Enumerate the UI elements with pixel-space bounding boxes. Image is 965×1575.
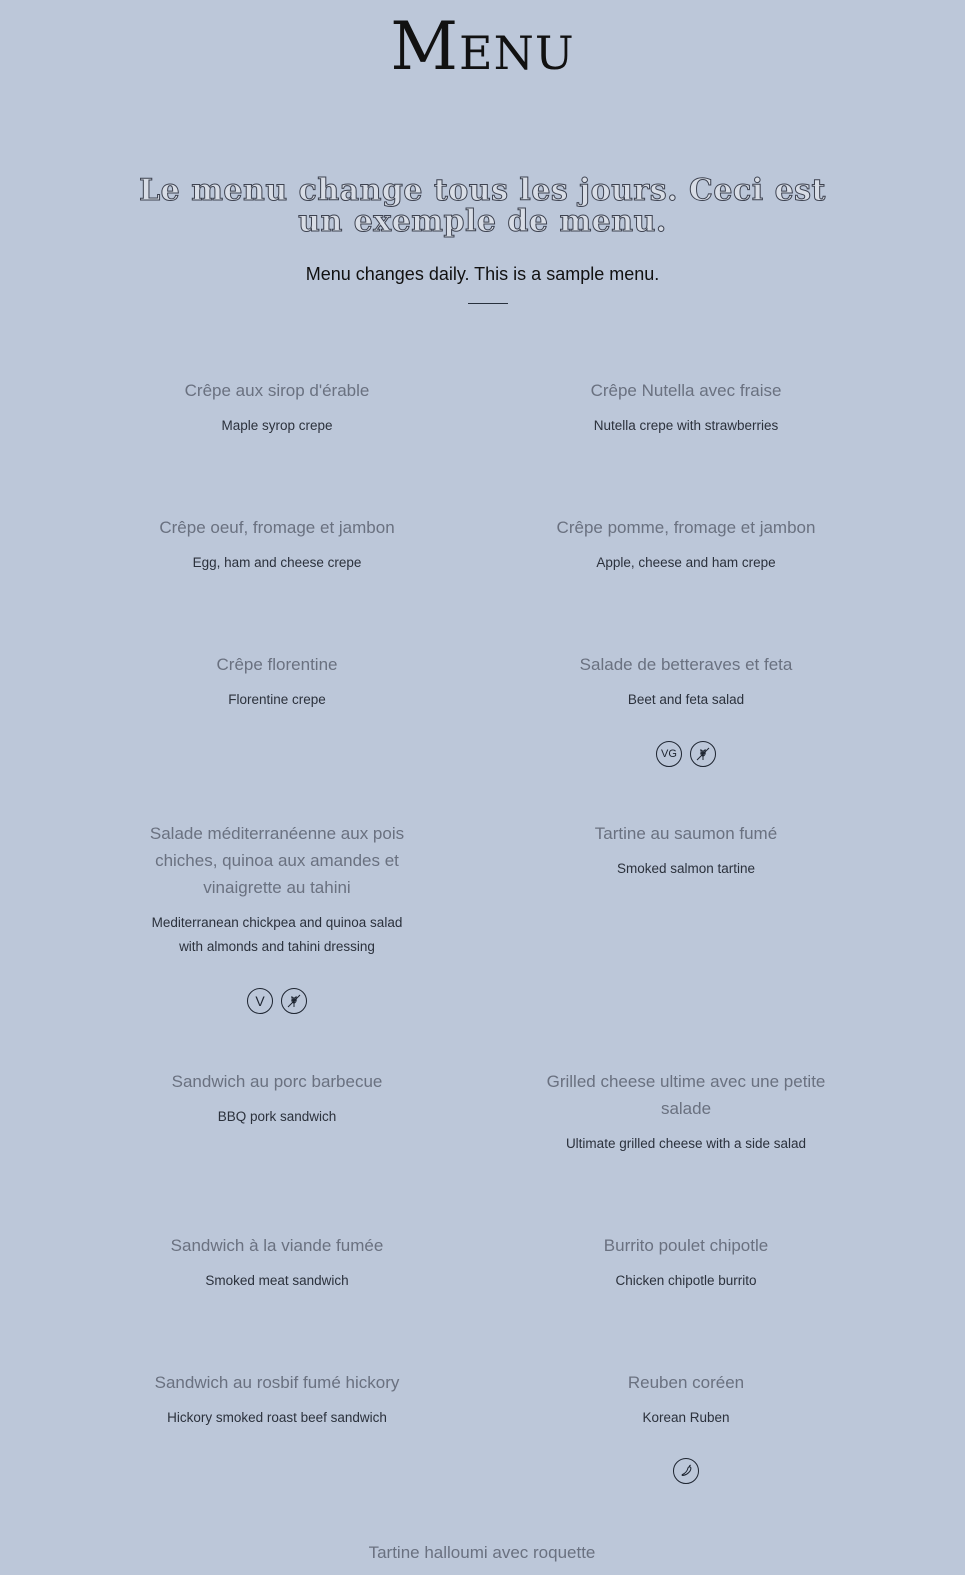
menu-item	[536, 1369, 836, 1430]
item-name: Crêpe pomme, fromage et jambon	[556, 518, 816, 537]
item-description: Egg, ham and cheese crepe	[192, 555, 362, 570]
headline-divider	[468, 303, 508, 304]
item-description: Hickory smoked roast beef sandwich	[167, 1410, 387, 1425]
menu-item	[127, 1068, 427, 1129]
menu-item	[536, 1232, 836, 1293]
item-description: Chicken chipotle burrito	[615, 1273, 757, 1288]
item-name: Crêpe Nutella avec fraise	[590, 381, 782, 400]
item-description: Smoked meat sandwich	[205, 1273, 349, 1288]
item-description: Apple, cheese and ham crepe	[596, 555, 776, 570]
menu-item	[332, 1539, 632, 1566]
menu-item	[536, 820, 836, 881]
menu-item	[546, 1068, 826, 1156]
item-description: Beet and feta salad	[627, 692, 745, 707]
menu-title: Menu	[390, 8, 575, 85]
menu-item	[536, 377, 836, 438]
menu-item	[127, 1232, 427, 1293]
menu-headline: Le menu change tous les jours. Ceci est un exemple de menu.	[139, 173, 826, 239]
vegan-badge: VG	[656, 741, 682, 767]
vegetarian-badge: V	[247, 988, 273, 1014]
menu-item	[536, 651, 836, 712]
item-name: Crêpe oeuf, fromage et jambon	[159, 518, 395, 537]
menu-item	[127, 377, 427, 438]
item-name: Sandwich au rosbif fumé hickory	[154, 1373, 400, 1392]
spicy-pepper-icon	[673, 1458, 699, 1484]
item-name: Salade de betteraves et feta	[579, 655, 793, 674]
gluten-free-icon	[690, 741, 716, 767]
menu-item	[127, 651, 427, 712]
item-name: Grilled cheese ultime avec une petite salade	[546, 1072, 826, 1118]
menu-item	[536, 514, 836, 575]
menu-item	[127, 514, 427, 575]
item-name: Sandwich au porc barbecue	[171, 1072, 383, 1091]
item-description: BBQ pork sandwich	[217, 1109, 337, 1124]
dietary-badges	[536, 741, 836, 767]
item-description: Florentine crepe	[228, 692, 326, 707]
dietary-badges	[536, 1458, 836, 1484]
gluten-free-icon	[281, 988, 307, 1014]
item-description: Korean Ruben	[642, 1410, 730, 1425]
item-name: Reuben coréen	[627, 1373, 745, 1392]
menu-item	[127, 1369, 427, 1430]
item-description: Mediterranean chickpea and quinoa salad with almonds and tahini dressing	[151, 915, 403, 954]
item-name: Salade méditerranéenne aux pois chiches, quinoa aux amandes et vinaigrette au tahini	[149, 824, 405, 897]
item-name: Tartine halloumi avec roquette	[368, 1543, 596, 1562]
item-name: Burrito poulet chipotle	[603, 1236, 769, 1255]
item-description: Maple syrop crepe	[221, 418, 333, 433]
item-name: Sandwich à la viande fumée	[170, 1236, 384, 1255]
menu-subheadline: Menu changes daily. This is a sample menu.	[305, 264, 660, 284]
dietary-badges	[127, 988, 427, 1014]
item-description: Nutella crepe with strawberries	[593, 418, 779, 433]
item-name: Crêpe florentine	[216, 655, 338, 674]
item-name: Tartine au saumon fumé	[594, 824, 778, 843]
menu-item	[127, 820, 427, 959]
item-name: Crêpe aux sirop d'érable	[184, 381, 370, 400]
item-description: Ultimate grilled cheese with a side salad	[565, 1136, 807, 1151]
item-description: Smoked salmon tartine	[616, 861, 756, 876]
